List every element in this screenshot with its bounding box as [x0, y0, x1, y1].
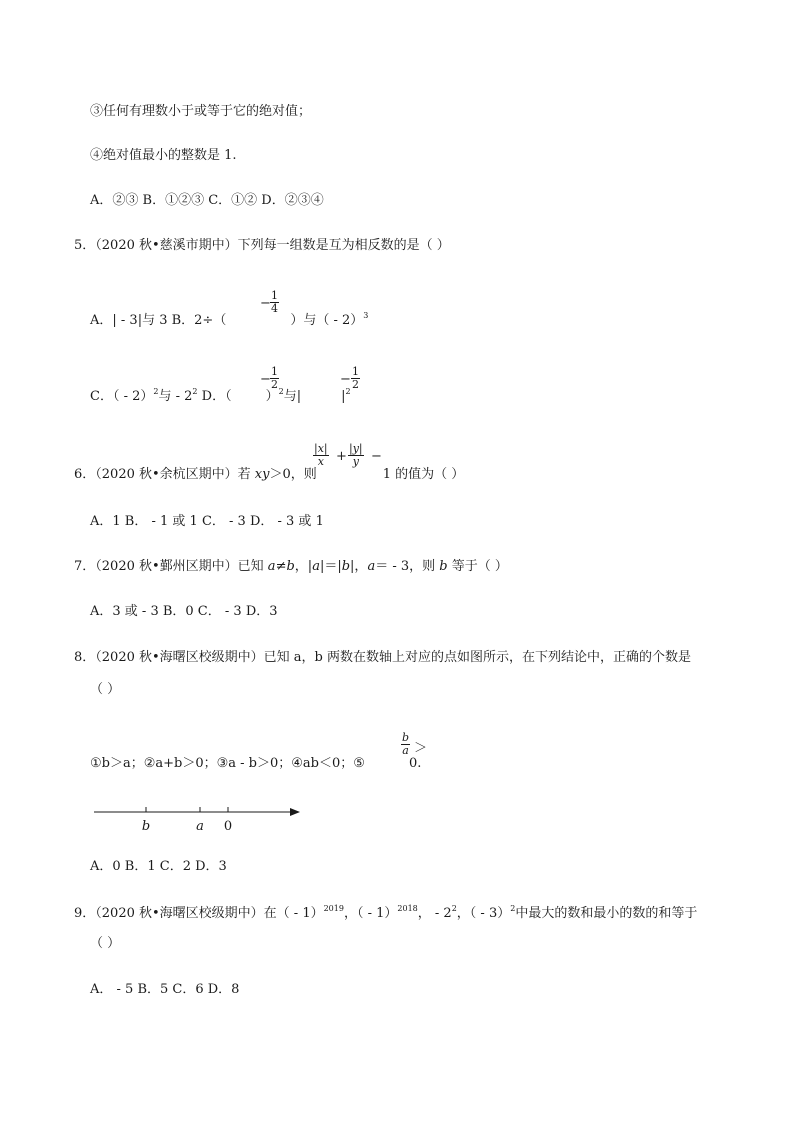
frac-num: |y|: [349, 442, 363, 455]
q8-statements-text: ①b＞a；②a+b＞0；③a - b＞0；④ab＜0；⑤: [90, 756, 365, 771]
q7-sep: ，|: [294, 559, 313, 574]
q9-line1a: 9．（2020 秋•海曙区校级期中）在（ - 1）: [74, 906, 324, 921]
frac-den: a: [402, 744, 409, 757]
q8-zero: 0.: [408, 756, 422, 771]
q7-eq: |＝|: [319, 559, 342, 574]
q5-stem: 5．（2020 秋•慈溪市期中）下列每一组数是互为相反数的是（ ）: [74, 238, 450, 253]
frac-den: x: [317, 455, 324, 468]
q7-b1: b: [286, 559, 295, 574]
frac-num: 1: [271, 365, 278, 378]
q6-var: xy: [254, 467, 270, 482]
q9-line1e: 中最大的数和最小的数的和等于: [515, 906, 698, 921]
q8-line2: （ ）: [90, 682, 121, 697]
frac-den: 2: [271, 378, 278, 391]
q5-option-d-end-exp: 2: [345, 387, 351, 396]
q5-option-c-exp: 2: [153, 387, 159, 396]
q7-val: ＝ - 3，则: [375, 559, 440, 574]
q7-sep2: |，: [350, 559, 368, 574]
q7-b2: b: [341, 559, 351, 574]
frac-num: 1: [271, 289, 278, 302]
number-line: [90, 800, 310, 836]
q6-options: A．1 B． - 1 或 1 C． - 3 D． - 3 或 1: [90, 514, 324, 529]
q6-cond: ＞0，则: [269, 467, 317, 482]
q6-tail: 1 的值为（ ）: [382, 467, 465, 482]
q6-minus: −: [371, 449, 382, 464]
q7-a3: a: [367, 559, 376, 574]
q5-option-d-end: |: [341, 389, 346, 404]
q5-option-a-b: [90, 313, 368, 329]
q9-line1d: ，（ - 3）: [456, 906, 511, 921]
q9-line2: （ ）: [90, 936, 121, 951]
q8-statements: [90, 756, 421, 772]
q5-frac-quarter-minus: −: [260, 296, 271, 311]
q9-exp3: 2: [451, 904, 457, 913]
q8-options: A．0 B．1 C．2 D．3: [90, 859, 227, 874]
q9-options: A． - 5 B．5 C．6 D．8: [90, 982, 240, 997]
label-a: a: [196, 819, 204, 834]
q5-option-c-text: C．（ - 2）: [90, 389, 154, 404]
q5-frac-half-1: [270, 366, 279, 391]
q6-stem: [74, 467, 464, 483]
q7-b3: b: [439, 559, 448, 574]
q6-plus: +: [336, 449, 347, 464]
q7-options: A．3 或 - 3 B．0 C． - 3 D．3: [90, 604, 278, 619]
q6-frac-y: [348, 443, 364, 468]
q6-stem-text: 6．（2020 秋•余杭区期中）若: [74, 467, 255, 482]
q8-gt: ＞: [414, 741, 428, 756]
q7-a1: a: [267, 559, 276, 574]
q6-frac-x: [313, 443, 329, 468]
q7-neq: ≠: [275, 559, 287, 574]
q5-option-d-text: D．（: [197, 389, 232, 404]
q5-option-b-tail: ）与（ - 2）: [290, 313, 364, 328]
q4-options: A．②③ B．①②③ C．①② D．②③④: [90, 193, 324, 208]
q5-option-a-text: A．| - 3|与 3 B．2÷（: [90, 313, 227, 328]
q5-option-c-mid: 与 - 2: [158, 389, 193, 404]
q7-stem: [74, 559, 508, 575]
q5-option-d-exp: 2: [278, 387, 284, 396]
q7-a2: a: [312, 559, 320, 574]
frac-den: 4: [271, 302, 278, 315]
q5-option-c-d: [90, 389, 351, 405]
q8-line1: 8．（2020 秋•海曙区校级期中）已知 a，b 两数在数轴上对应的点如图所示，在下列结论中，正确的个数是: [74, 650, 691, 665]
q7-stem-text: 7．（2020 秋•鄞州区期中）已知: [74, 559, 268, 574]
q9-line1c: ， - 2: [417, 906, 452, 921]
q5-frac-half-2: [351, 366, 360, 391]
statement-3: ③任何有理数小于或等于它的绝对值；: [90, 104, 312, 119]
q5-frac-quarter: [270, 290, 279, 315]
frac-den: y: [352, 455, 359, 468]
statement-4: ④绝对值最小的整数是 1.: [90, 148, 237, 163]
frac-den: 2: [352, 378, 359, 391]
q5-option-c-mid-exp: 2: [192, 387, 198, 396]
q9-exp1: 2019: [323, 904, 344, 913]
arrow-right-icon: [290, 808, 300, 816]
label-0: 0: [223, 819, 233, 834]
q5-option-d-with: 与|: [283, 389, 302, 404]
frac-num: |x|: [314, 442, 328, 455]
q9-line1b: ，（ - 1）: [343, 906, 398, 921]
q9-line1: [74, 906, 697, 922]
q7-tail: 等于（ ）: [447, 559, 508, 574]
q5-option-d-tail: ）: [265, 389, 279, 404]
q9-exp2: 2018: [397, 904, 418, 913]
label-b: b: [141, 819, 151, 834]
q8-frac-b-a: [401, 732, 410, 757]
q5-option-b-exp: 3: [363, 311, 369, 320]
frac-num: b: [402, 731, 410, 744]
q5-frac-half-1-minus: −: [260, 372, 271, 387]
q9-exp4: 2: [510, 904, 516, 913]
frac-num: 1: [352, 365, 359, 378]
q5-frac-half-2-minus: −: [340, 372, 351, 387]
